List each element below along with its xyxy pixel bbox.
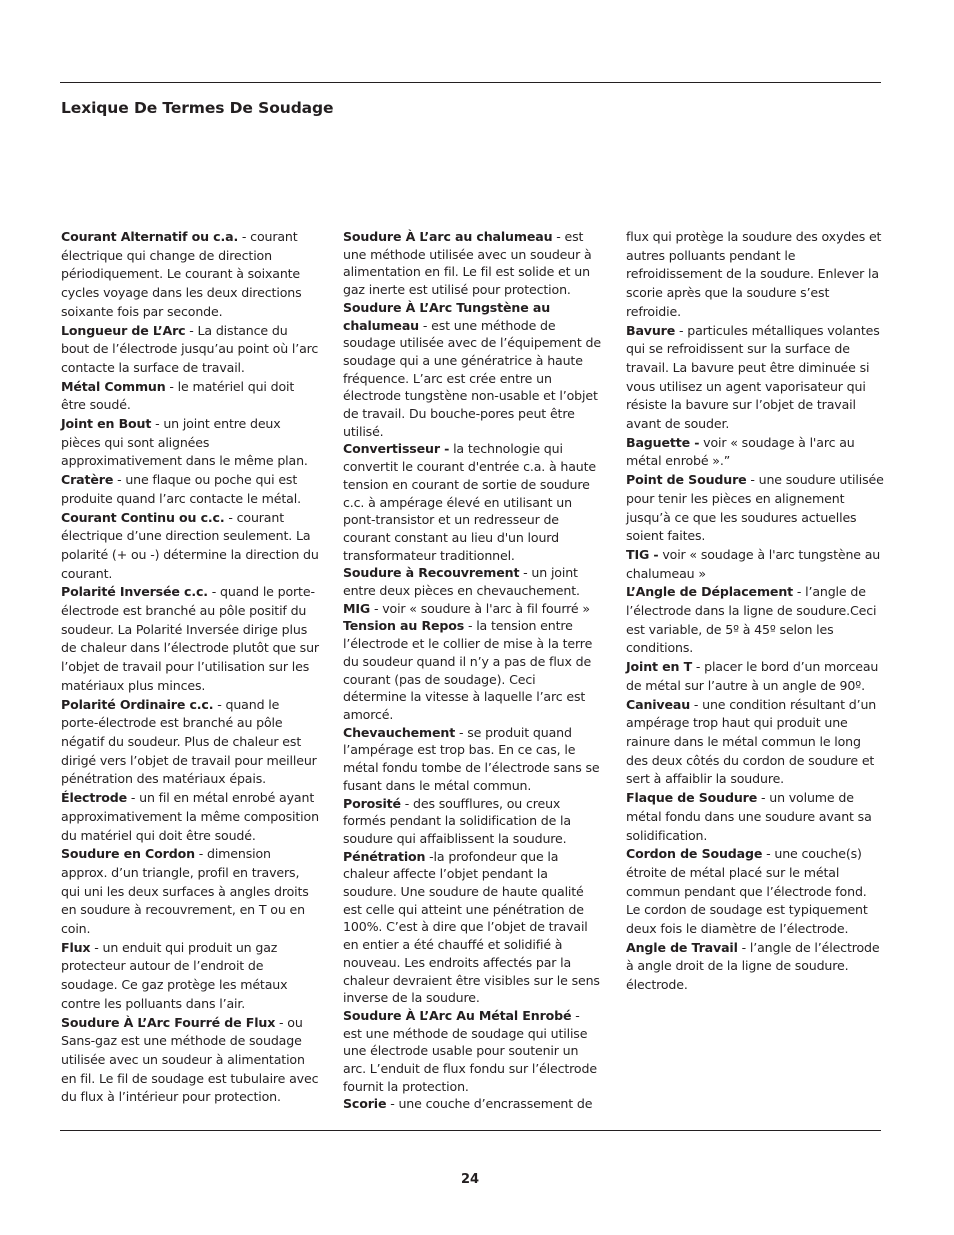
glossary-term: Joint en T — [626, 659, 693, 675]
glossary-entry — [61, 789, 319, 845]
glossary-entry — [343, 228, 601, 299]
page-number: 24 — [460, 1172, 480, 1187]
glossary-entry — [61, 696, 319, 790]
glossary-term: L’Angle de Déplacement — [626, 584, 794, 600]
glossary-term: MIG — [343, 600, 371, 616]
glossary-definition: - placer le bord d’un morceau de métal sur l’autre à un angle de 90º. — [626, 659, 879, 693]
glossary-definition: - la tension entre l’électrode et le collier de mise à la terre du soudeur quand il n’y a pas de flux de courant (pas de soudage). Ceci détermine la vitesse à laquelle l’arc est amorcé. — [343, 618, 593, 722]
glossary-definition: - un enduit qui produit un gaz protecteur autour de l’endroit de soudage. Ce gaz protège les métaux contre les polluants dans l’air. — [61, 939, 288, 1011]
glossary-definition: la technologie qui convertit le courant d'entrée c.a. à haute tension en courant de sortie de soudure c.c. à ampérage élevé en utilisant un pont-transistor et un redresseur de courant constant au lieu d'un lourd transformateur traditionnel. — [343, 441, 597, 563]
glossary-entry — [61, 509, 319, 584]
glossary-definition: - des soufflures, ou creux formés pendant la solidification de la soudure qui affaiblissent la soudure. — [343, 795, 571, 846]
glossary-definition: - ou Sans-gaz est une méthode de soudage utilisée avec un soudeur à alimentation en fil. Le fil de soudage est tubulaire avec du flux à l’intérieur pour protection. — [61, 1014, 319, 1105]
glossary-term: TIG - — [626, 546, 659, 562]
glossary-entry — [343, 600, 601, 618]
glossary-term: Flaque de Soudure — [626, 790, 758, 806]
glossary-entry — [626, 789, 884, 845]
glossary-definition: - l’angle de l’électrode à angle droit de la ligne de soudure. électrode. — [626, 939, 880, 993]
glossary-term: Polarité Ordinaire c.c. — [61, 696, 214, 712]
glossary-definition: - le matériel qui doit être soudé. — [61, 378, 295, 413]
glossary-entry — [61, 471, 319, 508]
glossary-entry — [626, 583, 884, 658]
glossary-definition: - est une méthode de soudage qui utilise une électrode usable pour soutenir un arc. L’enduit de flux fondu sur l’électrode fournit la protection. — [343, 1007, 597, 1094]
glossary-term: Convertisseur - — [343, 441, 450, 457]
glossary-definition: - une couche d’encrassement de — [386, 1096, 593, 1112]
glossary-term: Soudure à Recouvrement — [343, 565, 520, 581]
glossary-term: Courant Continu ou c.c. — [61, 509, 225, 525]
glossary-column-1 — [61, 228, 319, 1107]
glossary-entry — [626, 228, 884, 322]
glossary-entry — [61, 415, 319, 471]
glossary-entry — [61, 845, 319, 939]
glossary-entry — [343, 1007, 601, 1096]
glossary-entry — [343, 617, 601, 723]
glossary-column-3 — [626, 228, 884, 995]
glossary-term: Cordon de Soudage — [626, 846, 763, 862]
glossary-definition: - dimension approx. d’un triangle, profil en travers, qui uni les deux surfaces à angles droits en soudure à recouvrement, en T ou en coin. — [61, 846, 309, 937]
glossary-definition: - une condition résultant d’un ampérage trop haut qui produit une rainure dans le métal commun le long des deux côtés du cordon de soudure et sert à affaiblir la soudure. — [626, 696, 877, 787]
glossary-term: Porosité — [343, 795, 401, 811]
glossary-entry — [626, 471, 884, 546]
glossary-definition: - est une méthode utilisée avec un soudeur à alimentation en fil. Le fil est solide et un gaz inerte est utilisé pour protection. — [343, 229, 592, 298]
glossary-entry — [626, 658, 884, 695]
glossary-definition: - un joint entre deux pièces en chevauchement. — [343, 565, 580, 599]
glossary-entry — [343, 724, 601, 795]
glossary-definition: - est une méthode de soudage utilisée avec de l’équipement de soudage qui a une génératrice à haute fréquence. L’arc est crée entre un électrode tungstène non-usable et l’objet de travail. Du bouche-pores peut être utilisé. — [343, 317, 601, 439]
glossary-entry — [61, 378, 319, 415]
glossary-entry — [61, 583, 319, 695]
glossary-entry — [343, 795, 601, 848]
glossary-definition: voir « soudage à l'arc au métal enrobé ».” — [626, 434, 855, 469]
glossary-definition: - une soudure utilisée pour tenir les pièces en alignement jusqu’à ce que les soudures actuelles soient faites. — [626, 472, 884, 544]
glossary-term: Soudure À L’arc au chalumeau — [343, 229, 553, 244]
glossary-term: Point de Soudure — [626, 472, 747, 488]
glossary-entry — [61, 939, 319, 1014]
glossary-entry — [626, 696, 884, 790]
glossary-definition: - une flaque ou poche qui est produite quand l’arc contacte le métal. — [61, 472, 301, 506]
glossary-entry — [626, 546, 884, 583]
glossary-definition: - se produit quand l’ampérage est trop bas. En ce cas, le métal fondu tombe de l’électrode sans se fusant dans le métal commun. — [343, 724, 600, 793]
glossary-entry — [343, 1095, 601, 1113]
glossary-term: Métal Commun — [61, 378, 166, 394]
glossary-definition: - une couche(s) étroite de métal placé sur le métal commun pendant que l’électrode fond. Le cordon de soudage est typiquement deux fois le diamètre de l’électrode. — [626, 846, 868, 937]
glossary-term: Électrode — [61, 790, 128, 806]
glossary-entry — [626, 322, 884, 434]
glossary-definition: - quand le porte-électrode est branché au pôle positif du soudeur. La Polarité Inversée dirige plus de chaleur dans l’électrode plutôt que sur l’objet de travail pour l’utilisation sur les matériaux plus minces. — [61, 584, 319, 693]
glossary-entry — [626, 434, 884, 471]
glossary-definition: -la profondeur que la chaleur affecte l’objet pendant la soudure. Une soudure de haute qualité est celle qui atteint une pénétration de 100%. C’est à dire que l’objet de travail en entier a été chauffé et solidifié à nouveau. Les endroits affectés par la chaleur devraient être visibles sur le sens inverse de la soudure. — [343, 848, 600, 1006]
glossary-term: Angle de Travail — [626, 939, 738, 955]
glossary-definition: - particules métalliques volantes qui se refroidissent sur la surface de travail. La bavure peut être diminuée si vous utilisez un agent vaporisateur qui résiste la bavure sur l’objet de travail avant de souder. — [626, 322, 880, 432]
glossary-definition: - quand le porte-électrode est branché au pôle négatif du soudeur. Plus de chaleur est dirigé vers l’objet de travail pour meilleur pénétration des matériaux épais. — [61, 696, 317, 787]
glossary-entry — [61, 322, 319, 378]
glossary-term: Soudure en Cordon — [61, 846, 195, 862]
glossary-definition: - courant électrique d’une direction seulement. La polarité (+ ou -) détermine la direction du courant. — [61, 509, 319, 581]
glossary-term: Longueur de L’Arc — [61, 322, 186, 338]
glossary-entry — [61, 1014, 319, 1108]
glossary-entry — [343, 848, 601, 1007]
glossary-term: Joint en Bout — [61, 416, 152, 432]
glossary-term: Tension au Repos — [343, 618, 465, 634]
glossary-definition: - voir « soudure à l'arc à fil fourré » — [370, 600, 590, 616]
glossary-term: Polarité Inversée c.c. — [61, 584, 208, 600]
glossary-entry — [61, 228, 319, 322]
glossary-term: Courant Alternatif ou c.a. — [61, 229, 239, 244]
glossary-term: Baguette - — [626, 434, 700, 450]
page-title: Lexique De Termes De Soudage — [61, 99, 334, 117]
glossary-column-2 — [343, 228, 601, 1113]
glossary-definition: - un joint entre deux pièces qui sont alignées approximativement dans le même plan. — [61, 416, 308, 469]
glossary-entry — [626, 939, 884, 995]
glossary-term: Cratère — [61, 472, 114, 488]
glossary-entry — [343, 564, 601, 599]
glossary-term: Soudure À L’Arc Tungstène au chalumeau — [343, 299, 551, 333]
glossary-term: Flux — [61, 939, 91, 955]
glossary-term: Bavure — [626, 322, 676, 338]
glossary-term: Caniveau — [626, 696, 691, 712]
top-rule — [60, 82, 881, 83]
glossary-definition: - un fil en métal enrobé ayant approximativement la même composition du matériel qui doit être soudé. — [61, 790, 319, 843]
bottom-rule — [60, 1130, 881, 1131]
glossary-term: Soudure À L’Arc Au Métal Enrobé — [343, 1007, 572, 1023]
glossary-definition: - La distance du bout de l’électrode jusqu’au point où l’arc contacte la surface de travail. — [61, 322, 319, 375]
glossary-definition: flux qui protège la soudure des oxydes et autres polluants pendant le refroidissement de la soudure. Enlever la scorie après que la soudure s’est refroidie. — [626, 229, 882, 319]
glossary-entry — [626, 845, 884, 939]
glossary-definition: - l’angle de l’électrode dans la ligne de soudure.Ceci est variable, de 5º à 45º selon les conditions. — [626, 584, 877, 656]
glossary-term: Pénétration — [343, 848, 426, 864]
glossary-term: Soudure À L’Arc Fourré de Flux — [61, 1014, 276, 1030]
glossary-term: Scorie — [343, 1096, 387, 1112]
glossary-entry — [343, 299, 601, 441]
glossary-definition: - un volume de métal fondu dans une soudure avant sa solidification. — [626, 790, 872, 843]
glossary-term: Chevauchement — [343, 724, 456, 740]
glossary-entry — [343, 440, 601, 564]
glossary-definition: voir « soudage à l'arc tungstène au chalumeau » — [626, 546, 881, 581]
glossary-definition: - courant électrique qui change de direction périodiquement. Le courant à soixante cycles voyage dans les deux directions soixante fois par seconde. — [61, 229, 302, 319]
